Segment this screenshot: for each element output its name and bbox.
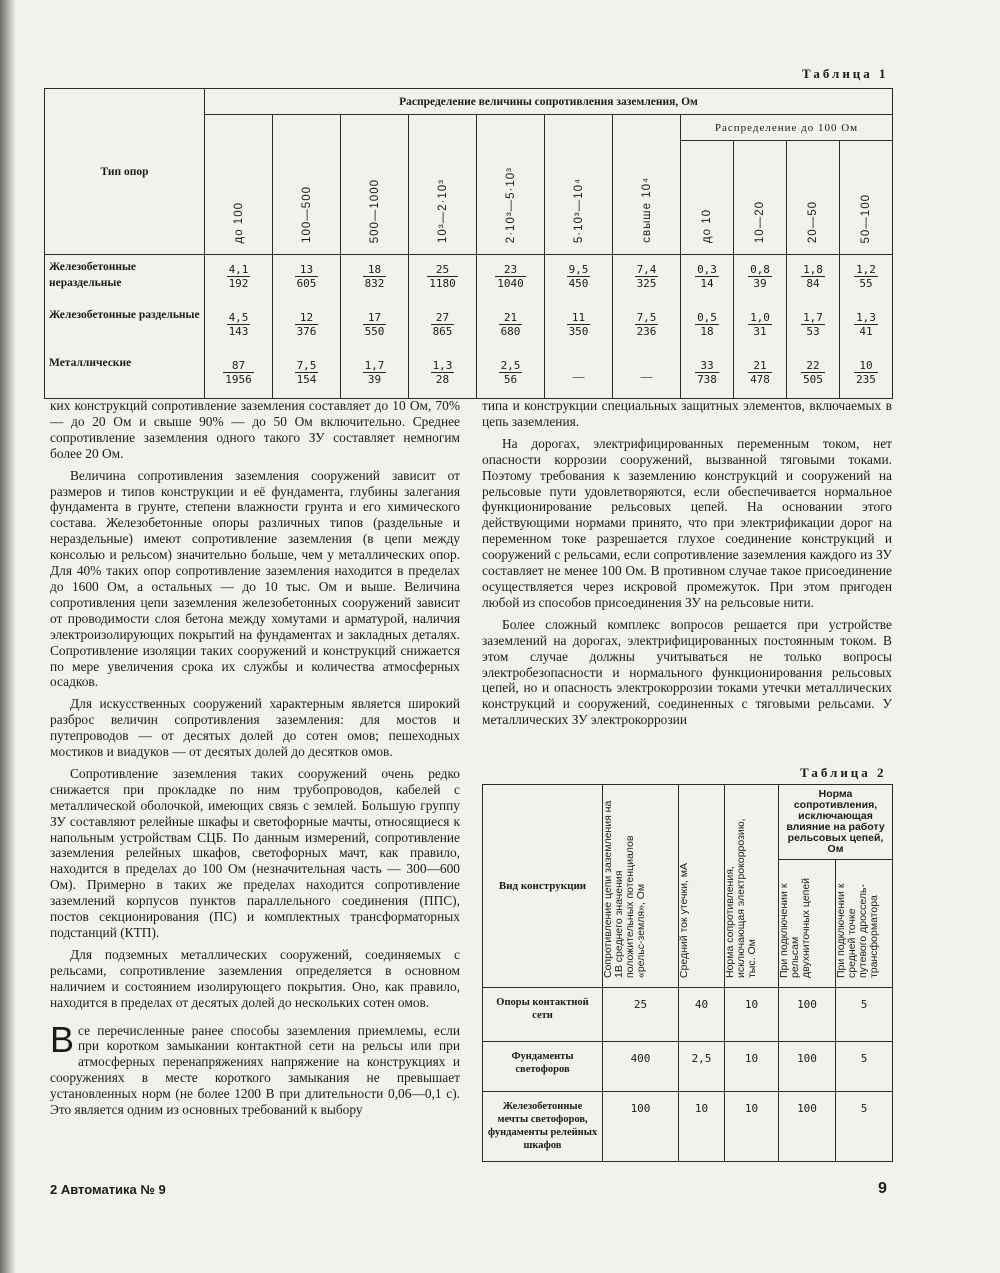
- row-label: Фундаменты светофоров: [483, 1042, 603, 1092]
- cell-percent: 0,5: [697, 310, 717, 324]
- cell-fraction: [499, 359, 523, 386]
- table-cell: [205, 351, 273, 399]
- cell-percent: 1,2: [856, 263, 876, 276]
- cell-fraction: [801, 311, 825, 338]
- cell-fraction: [567, 311, 591, 338]
- paragraph: Более сложный комплекс вопросов решается при устройстве заземлений на дорогах, электрифицированных постоянным током. В этом случае должны учитываться не только вопросы электробезопасности и нормального функционирования рельсовых цепей, но и опасность электрокоррозии токами утечки металлических конструкций и сооружений, соединенных с тяговыми рельсами. У металлических ЗУ электрокоррозии: [482, 616, 892, 728]
- cell-count: 18: [700, 324, 714, 338]
- sub-col-header: до 10: [681, 141, 734, 255]
- col-header: 100—500: [273, 115, 341, 255]
- table-cell: [613, 351, 681, 399]
- table-cell: [787, 351, 840, 399]
- table-cell: 40: [679, 988, 725, 1042]
- cell-fraction: [748, 359, 772, 386]
- right-text-column: [482, 398, 892, 734]
- cell-count: 56: [503, 372, 518, 386]
- left-text-column: [50, 398, 460, 1124]
- table-cell: 10: [725, 1092, 779, 1162]
- type-header: Тип опор: [45, 89, 205, 255]
- cell-percent: 22: [801, 359, 825, 373]
- table-cell: 5: [836, 1092, 893, 1162]
- table-cell: [477, 255, 545, 303]
- table-cell: [477, 351, 545, 399]
- paragraph: На дорогах, электрифицированных переменным током, нет опасности коррозии сооружений, вызванной тяговыми токами. Поэтому требования к заземлению конструкций и сооружений на рельсовые пути удовлетворяются, если обеспечивается нормальное функционирование рельсовых цепей. На основании этого действующими нормами принято, что при электрификации дорог на переменном токе разрешается глухое соединение конструкций и сооружений с рельсами, если сопротивление заземления каждого из ЗУ составляет не менее 100 Ом. В противном случае такое присоединение осуществляется через искровой промежуток. При этом пригоден любой из способов присоединения ЗУ на рельсовые нити.: [482, 435, 892, 610]
- cell-count: 832: [364, 277, 385, 290]
- cell-percent: 87: [223, 359, 254, 373]
- cell-percent: 21: [748, 359, 772, 373]
- cell-percent: 0,3: [697, 263, 717, 276]
- cell-fraction: [363, 359, 387, 386]
- table-cell: [341, 351, 409, 399]
- table-cell: [681, 303, 734, 351]
- col-header: 5·10³—10⁴: [545, 115, 613, 255]
- cell-percent: 11: [567, 311, 591, 325]
- cell-percent: 0,8: [750, 263, 770, 276]
- cell-fraction: [295, 263, 319, 290]
- cell-fraction: [431, 359, 455, 386]
- table-cell: [477, 303, 545, 351]
- cell-fraction: [227, 311, 251, 338]
- cell-percent: 4,1: [228, 263, 249, 276]
- cell-fraction: [801, 263, 825, 290]
- col-header: свыше 10⁴: [613, 115, 681, 255]
- cell-count: 39: [753, 277, 767, 290]
- table-cell: 5: [836, 988, 893, 1042]
- paragraph-dropcap: [50, 1018, 460, 1118]
- sub-col-header: 20—50: [787, 141, 840, 255]
- cell-fraction: [223, 359, 254, 386]
- cell-percent: 7,4: [636, 263, 657, 276]
- table-cell: [681, 351, 734, 399]
- cell-percent: 4,5: [228, 310, 249, 324]
- cell-percent: 1,8: [803, 263, 823, 276]
- cell-count: 41: [859, 324, 873, 338]
- table1-caption: Таблица 1: [802, 66, 889, 81]
- cell-fraction: [567, 263, 591, 290]
- paragraph: Сопротивление заземления таких сооружений очень редко снижается при прокладке по ним трубопроводов, кабелей с металлической оболочкой, имеющих связь с землей. Большую группу ЗУ составляют релейные шкафы и светофорные мачты, относящиеся к напольным устройствам СЦБ. По данным измерений, сопротивление заземления релейных шкафов, светофорных мачт, как правило, находится в пределах до 100 Ом (незначительная часть — 300—600 Ом). Примерно в таких же пределах находится сопротивление заземлений корпусов пунктов параллельного соединения (ППС), постов секционирования (ПС) и комплектных трансформаторных подстанций (КТП).: [50, 765, 460, 940]
- table-cell: 400: [603, 1042, 679, 1092]
- table-row: [45, 351, 893, 399]
- cell-count: 680: [500, 324, 521, 338]
- paragraph: ких конструкций сопротивление заземления составляет до 10 Ом, 70% — до 20 Ом и свыше 90% — до 50 Ом включительно. Среднее сопротивление заземления одного такого ЗУ составляет немногим более 20 Ом.: [50, 398, 460, 461]
- cell-fraction: [363, 263, 387, 290]
- cell-count: 738: [697, 372, 717, 386]
- table-cell: [787, 255, 840, 303]
- table-cell: 10: [679, 1092, 725, 1162]
- cell-percent: 13: [295, 263, 319, 277]
- table-row: [483, 1092, 893, 1162]
- table-row: [483, 1042, 893, 1092]
- row-label: Железобетонные мечты светофоров, фундаменты релейных шкафов: [483, 1092, 603, 1162]
- table-row: [45, 303, 893, 351]
- table-cell: [273, 303, 341, 351]
- cell-count: 325: [636, 277, 657, 290]
- cell-percent: 7,5: [296, 358, 317, 372]
- cell-percent: 23: [495, 263, 526, 277]
- cell-fraction: [635, 311, 659, 338]
- cell-percent: 7,5: [636, 310, 657, 324]
- cell-fraction: [295, 311, 319, 338]
- cell-fraction: [854, 263, 878, 290]
- cell-count: 14: [700, 277, 714, 290]
- table-cell: [613, 255, 681, 303]
- dropcap-paragraph-text: се перечисленные ранее способы заземления приемлемы, если при коротком замыкании контактной сети на рельсы или при атмосферных перенапряжениях напряжение на конструкциях и сооружениях в месте короткого замыкания не превышает установленных норм (не более 1200 В при длительности 0,06—0,1 с). Это является одним из основных требований к выбору: [50, 1022, 460, 1118]
- col-header: 2·10³—5·10³: [477, 115, 545, 255]
- col-header: 500—1000: [341, 115, 409, 255]
- table-cell: [840, 255, 893, 303]
- cell-fraction: [748, 263, 772, 290]
- col-header: 10³—2·10³: [409, 115, 477, 255]
- cell-count: 235: [856, 372, 876, 386]
- cell-fraction: [801, 359, 825, 386]
- table-cell: 10: [725, 1042, 779, 1092]
- table-cell: [840, 351, 893, 399]
- dropcap-letter: В: [50, 1018, 75, 1060]
- row-label: Железобетонные нераздельные: [45, 255, 205, 303]
- cell-count: 31: [753, 324, 767, 338]
- table-1: [44, 88, 893, 399]
- table-cell: [273, 351, 341, 399]
- row-label: Железобетонные раздельные: [45, 303, 205, 351]
- cell-percent: 12: [295, 311, 319, 325]
- vid-header: Вид конструкции: [483, 785, 603, 988]
- cell-count: 28: [435, 372, 450, 386]
- cell-percent: 1,3: [432, 358, 453, 372]
- sub-distribution-header: Распределение до 100 Ом: [681, 115, 893, 141]
- table-cell: 100: [779, 1042, 836, 1092]
- col-header: Сопротивление цепи заземления на 1В среднего значения положительных потенциалов «рельс-земля», Ом: [603, 785, 679, 988]
- cell-dash: —: [572, 368, 585, 383]
- cell-percent: 1,7: [803, 310, 823, 324]
- table-cell: [409, 351, 477, 399]
- cell-count: 154: [296, 372, 317, 386]
- paragraph: Для подземных металлических сооружений, соединяемых с рельсами, сопротивление заземления определяется в основном наличием и состоянием изолирующего покрытия. Оно, как правило, находится в пределах от десятых долей до нескольких сотен омов.: [50, 946, 460, 1010]
- cell-count: 350: [568, 324, 589, 338]
- cell-fraction: [499, 311, 523, 338]
- cell-count: 39: [367, 372, 382, 386]
- page-number: 9: [878, 1180, 887, 1197]
- cell-fraction: [695, 263, 719, 290]
- cell-count: 53: [806, 324, 820, 338]
- table-cell: [613, 303, 681, 351]
- cell-fraction: [695, 359, 719, 386]
- table-cell: [734, 351, 787, 399]
- cell-percent: 1,0: [750, 310, 770, 324]
- cell-count: 450: [568, 277, 589, 290]
- row-label: Опоры контактной сети: [483, 988, 603, 1042]
- table-cell: [409, 255, 477, 303]
- col-header: до 100: [205, 115, 273, 255]
- table-cell: [341, 303, 409, 351]
- cell-count: 236: [636, 324, 657, 338]
- col-header: Средний ток утечки, мА: [679, 785, 725, 988]
- sub-col-header: 10—20: [734, 141, 787, 255]
- table-cell: 25: [603, 988, 679, 1042]
- cell-fraction: [427, 263, 458, 290]
- cell-fraction: [854, 359, 878, 386]
- cell-fraction: [363, 311, 387, 338]
- cell-fraction: [227, 263, 251, 290]
- cell-fraction: [495, 263, 526, 290]
- row-label: Металлические: [45, 351, 205, 399]
- cell-count: 505: [803, 372, 823, 386]
- cell-count: 143: [228, 324, 249, 338]
- cell-percent: 33: [695, 359, 719, 373]
- col-header: При подключении к средней точке путевого дроссель-трансформатора: [836, 860, 893, 988]
- table-cell: [409, 303, 477, 351]
- table-row: [45, 255, 893, 303]
- cell-percent: 10: [854, 359, 878, 373]
- table-cell: [205, 303, 273, 351]
- table-cell: [787, 303, 840, 351]
- col-header: При подключении к рельсам двухниточных цепей: [779, 860, 836, 988]
- cell-count: 865: [432, 324, 453, 338]
- table-cell: [273, 255, 341, 303]
- table-cell: 2,5: [679, 1042, 725, 1092]
- cell-fraction: [431, 311, 455, 338]
- cell-percent: 17: [363, 311, 387, 325]
- paragraph: Для искусственных сооружений характерным является широкий разброс величин сопротивления заземления: для мостов и путепроводов — от десятых долей до сотен омов; пешеходных мостиков и виадуков — от десятых долей до десятков омов.: [50, 696, 460, 760]
- paragraph: типа и конструкции специальных защитных элементов, включаемых в цепь заземления.: [482, 398, 892, 429]
- cell-fraction: [635, 263, 659, 290]
- paragraph: Величина сопротивления заземления сооружений зависит от размеров и типов конструкции и её фундамента, глубины залегания фундамента в грунте, степени влажности грунта и его химического состава. Железобетонные опоры различных типов (раздельные и нераздельные) имеют сопротивление заземления (в цепи между консолью и рельсом) значительно больше, чем у металлических опор. Для 40% таких опор сопротивление заземления находится в пределах до 1600 Ом, а остальных — до 10 тыс. Ом и выше. Величина сопротивления цепи заземления железобетонных сооружений зависит от проводимости слоя бетона между хомутами и арматурой, наличия электроизолирующих покрытий на фундаментах и закладных деталях. Сопротивление изоляции таких сооружений и конструкций снижается по мере увеличения срока их службы и количества атмосферных осадков.: [50, 467, 460, 690]
- cell-count: 84: [806, 277, 820, 290]
- table-cell: [681, 255, 734, 303]
- cell-count: 192: [228, 277, 249, 290]
- table2-caption: Таблица 2: [800, 765, 887, 780]
- cell-count: 1040: [497, 277, 524, 290]
- table-cell: [341, 255, 409, 303]
- cell-count: 55: [859, 277, 873, 290]
- cell-fraction: [295, 359, 319, 386]
- cell-count: 550: [364, 324, 385, 338]
- footer-journal: 2 Автоматика № 9: [50, 1182, 166, 1197]
- cell-percent: 18: [363, 263, 387, 277]
- cell-percent: 27: [431, 311, 455, 325]
- cell-percent: 21: [499, 311, 523, 325]
- page-binding-shadow: [0, 0, 16, 1273]
- cell-percent: 1,3: [856, 310, 876, 324]
- table-cell: [205, 255, 273, 303]
- cell-count: 605: [296, 277, 317, 290]
- norm-group-header: Норма сопротивления, исключающая влияние на работу рельсовых цепей, Ом: [779, 785, 893, 860]
- table-cell: [545, 303, 613, 351]
- cell-percent: 25: [427, 263, 458, 277]
- cell-percent: 9,5: [568, 263, 589, 276]
- table-cell: 100: [779, 988, 836, 1042]
- sub-col-header: 50—100: [840, 141, 893, 255]
- cell-count: 1180: [429, 277, 456, 290]
- cell-count: 376: [296, 324, 317, 338]
- table-cell: [734, 303, 787, 351]
- cell-count: 478: [750, 372, 770, 386]
- table-cell: [545, 255, 613, 303]
- table-cell: 100: [779, 1092, 836, 1162]
- cell-percent: 2,5: [500, 358, 521, 372]
- distribution-header: Распределение величины сопротивления заземления, Ом: [205, 89, 893, 115]
- cell-percent: 1,7: [364, 358, 385, 372]
- table-cell: [734, 255, 787, 303]
- cell-dash: —: [640, 368, 653, 383]
- table-2: [482, 784, 893, 1162]
- cell-fraction: [695, 311, 719, 338]
- table-cell: [840, 303, 893, 351]
- table-cell: [545, 351, 613, 399]
- cell-fraction: [748, 311, 772, 338]
- col-header: Норма сопротивления, исключающая электрокоррозию, тыс. Ом: [725, 785, 779, 988]
- table-row: [483, 988, 893, 1042]
- table-cell: 10: [725, 988, 779, 1042]
- cell-fraction: [854, 311, 878, 338]
- table-cell: 5: [836, 1042, 893, 1092]
- cell-count: 1956: [225, 372, 252, 386]
- table-cell: 100: [603, 1092, 679, 1162]
